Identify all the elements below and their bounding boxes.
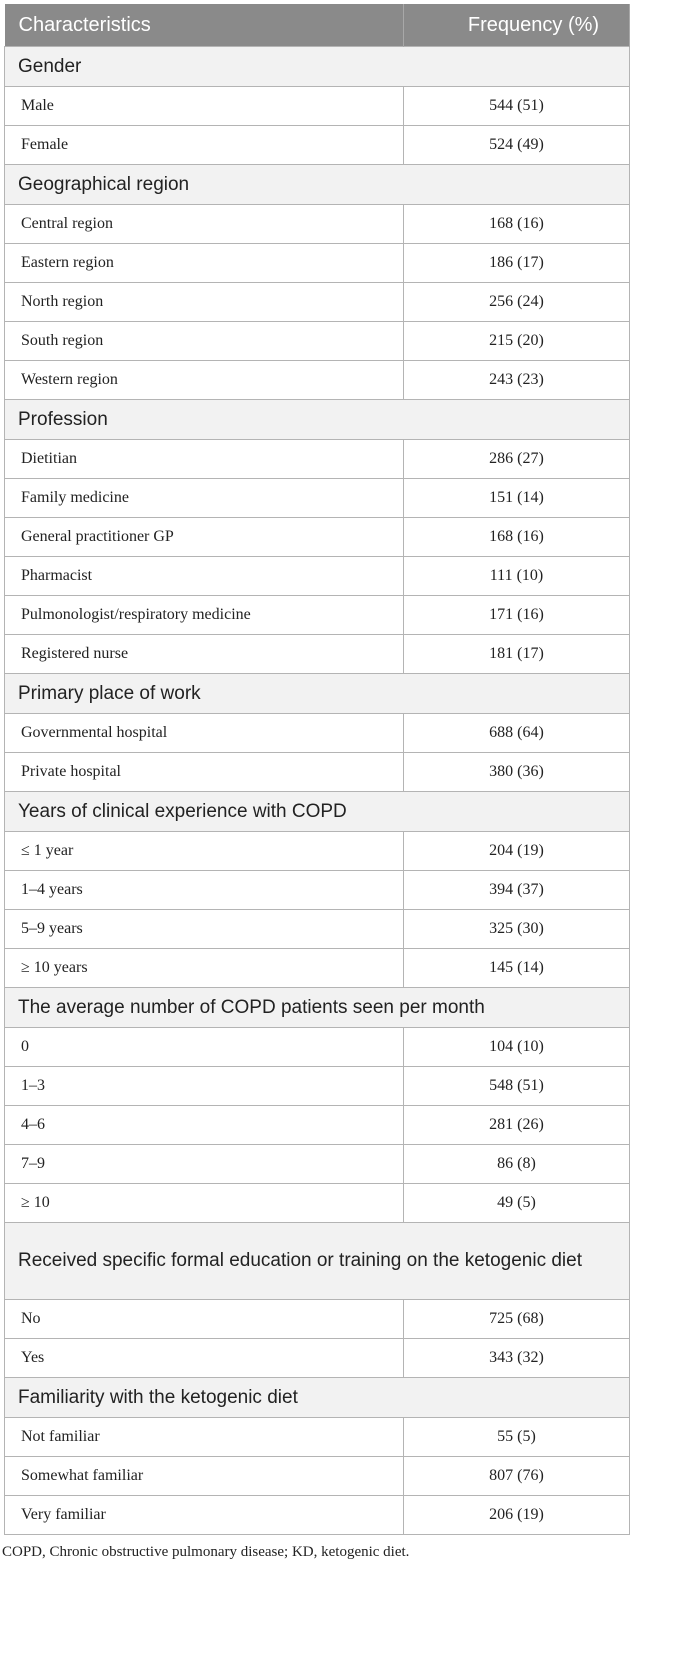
row-label: Private hospital [5, 753, 404, 792]
row-label: Somewhat familiar [5, 1457, 404, 1496]
row-label: Pharmacist [5, 557, 404, 596]
row-frequency: 171 (16) [404, 596, 630, 635]
row-label: 4–6 [5, 1106, 404, 1145]
row-label: 0 [5, 1028, 404, 1067]
section-header-row [5, 792, 630, 832]
row-label: ≥ 10 years [5, 949, 404, 988]
row-frequency: 49 (5) [404, 1184, 630, 1223]
row-label: Western region [5, 361, 404, 400]
table-row [5, 910, 630, 949]
row-frequency: 86 (8) [404, 1145, 630, 1184]
row-label: 1–3 [5, 1067, 404, 1106]
row-frequency: 151 (14) [404, 479, 630, 518]
table-row [5, 635, 630, 674]
section-title: Geographical region [5, 165, 630, 205]
table-row [5, 1184, 630, 1223]
row-frequency: 380 (36) [404, 753, 630, 792]
row-frequency: 544 (51) [404, 87, 630, 126]
row-label: Registered nurse [5, 635, 404, 674]
table-row [5, 87, 630, 126]
section-header-row [5, 47, 630, 87]
row-label: ≥ 10 [5, 1184, 404, 1223]
row-label: 1–4 years [5, 871, 404, 910]
row-label: Dietitian [5, 440, 404, 479]
table-row [5, 1457, 630, 1496]
section-title: Profession [5, 400, 630, 440]
section-title: The average number of COPD patients seen per month [5, 988, 630, 1028]
table-header-row [5, 4, 630, 47]
table-row [5, 714, 630, 753]
table-row [5, 1300, 630, 1339]
row-label: ≤ 1 year [5, 832, 404, 871]
row-frequency: 281 (26) [404, 1106, 630, 1145]
header-frequency: Frequency (%) [404, 4, 630, 47]
row-label: Female [5, 126, 404, 165]
characteristics-table-container [4, 4, 629, 1535]
row-frequency: 145 (14) [404, 949, 630, 988]
row-label: 5–9 years [5, 910, 404, 949]
section-header-row [5, 1378, 630, 1418]
section-header-row [5, 674, 630, 714]
table-row [5, 1067, 630, 1106]
table-row [5, 283, 630, 322]
row-frequency: 55 (5) [404, 1418, 630, 1457]
row-label: 7–9 [5, 1145, 404, 1184]
section-header-row [5, 165, 630, 205]
table-row [5, 1106, 630, 1145]
row-label: Central region [5, 205, 404, 244]
table-row [5, 440, 630, 479]
row-label: North region [5, 283, 404, 322]
row-frequency: 206 (19) [404, 1496, 630, 1535]
row-label: South region [5, 322, 404, 361]
row-frequency: 343 (32) [404, 1339, 630, 1378]
table-row [5, 753, 630, 792]
table-row [5, 322, 630, 361]
row-frequency: 111 (10) [404, 557, 630, 596]
table-row [5, 1418, 630, 1457]
section-title: Gender [5, 47, 630, 87]
section-title: Primary place of work [5, 674, 630, 714]
row-frequency: 286 (27) [404, 440, 630, 479]
row-label: No [5, 1300, 404, 1339]
row-label: Not familiar [5, 1418, 404, 1457]
table-body [5, 47, 630, 1535]
table-row [5, 244, 630, 283]
table-row [5, 949, 630, 988]
row-frequency: 168 (16) [404, 518, 630, 557]
row-frequency: 807 (76) [404, 1457, 630, 1496]
table-row [5, 1339, 630, 1378]
table-row [5, 557, 630, 596]
table-row [5, 832, 630, 871]
row-label: Pulmonologist/respiratory medicine [5, 596, 404, 635]
row-label: General practitioner GP [5, 518, 404, 557]
row-frequency: 204 (19) [404, 832, 630, 871]
row-frequency: 256 (24) [404, 283, 630, 322]
row-frequency: 181 (17) [404, 635, 630, 674]
characteristics-table [4, 4, 630, 1535]
table-row [5, 1028, 630, 1067]
table-row [5, 479, 630, 518]
row-frequency: 725 (68) [404, 1300, 630, 1339]
row-label: Eastern region [5, 244, 404, 283]
row-label: Family medicine [5, 479, 404, 518]
row-label: Governmental hospital [5, 714, 404, 753]
row-frequency: 243 (23) [404, 361, 630, 400]
section-title: Received specific formal education or training on the ketogenic diet [5, 1223, 630, 1300]
table-footnote: COPD, Chronic obstructive pulmonary disease; KD, ketogenic diet. [2, 1544, 410, 1560]
row-frequency: 186 (17) [404, 244, 630, 283]
row-frequency: 548 (51) [404, 1067, 630, 1106]
row-frequency: 688 (64) [404, 714, 630, 753]
table-row [5, 1145, 630, 1184]
table-row [5, 1496, 630, 1535]
table-row [5, 596, 630, 635]
row-frequency: 168 (16) [404, 205, 630, 244]
row-label: Male [5, 87, 404, 126]
header-characteristics: Characteristics [5, 4, 404, 47]
table-row [5, 871, 630, 910]
section-header-row [5, 400, 630, 440]
row-label: Very familiar [5, 1496, 404, 1535]
table-row [5, 205, 630, 244]
table-row [5, 126, 630, 165]
table-row [5, 518, 630, 557]
row-frequency: 325 (30) [404, 910, 630, 949]
row-frequency: 524 (49) [404, 126, 630, 165]
row-frequency: 394 (37) [404, 871, 630, 910]
row-frequency: 104 (10) [404, 1028, 630, 1067]
section-header-row [5, 988, 630, 1028]
section-header-row [5, 1223, 630, 1300]
section-title: Familiarity with the ketogenic diet [5, 1378, 630, 1418]
row-label: Yes [5, 1339, 404, 1378]
section-title: Years of clinical experience with COPD [5, 792, 630, 832]
table-row [5, 361, 630, 400]
row-frequency: 215 (20) [404, 322, 630, 361]
